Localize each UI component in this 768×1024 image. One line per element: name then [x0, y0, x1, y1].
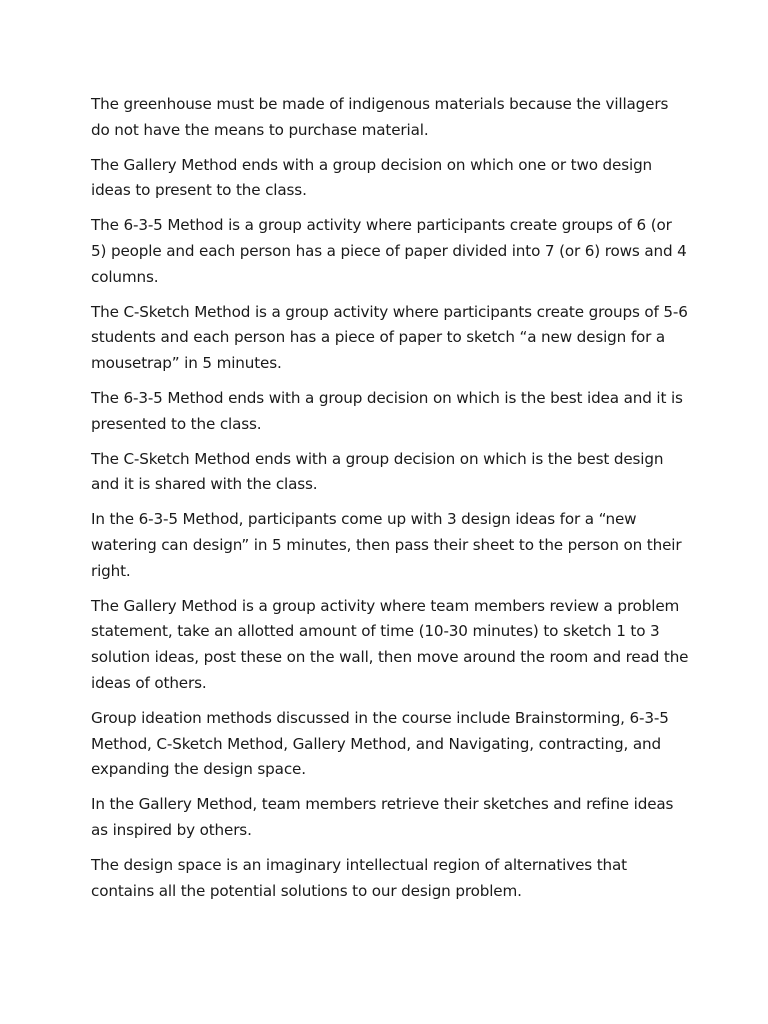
paragraph: The 6-3-5 Method ends with a group decision on which is the best idea and it is presented to the class. — [91, 388, 683, 433]
paragraph: The Gallery Method ends with a group decision on which one or two design ideas to present to the class. — [91, 155, 653, 200]
paragraph: The Gallery Method is a group activity where team members review a problem statement, take an allotted amount of time (10-30 minutes) to sketch 1 to 3 solution ideas, post these on the wall, then move around the room and read the ideas of others. — [91, 596, 689, 692]
document-body — [91, 92, 691, 913]
paragraph: The C-Sketch Method ends with a group decision on which is the best design and it is shared with the class. — [91, 449, 664, 494]
paragraph: Group ideation methods discussed in the course include Brainstorming, 6-3-5 Method, C-Sketch Method, Gallery Method, and Navigating, contracting, and expanding the design space. — [91, 708, 669, 779]
paragraph: In the 6-3-5 Method, participants come up with 3 design ideas for a “new watering can design” in 5 minutes, then pass their sheet to the person on their right. — [91, 510, 682, 580]
paragraph: The 6-3-5 Method is a group activity where participants create groups of 6 (or 5) people and each person has a piece of paper divided into 7 (or 6) rows and 4 columns. — [91, 216, 687, 286]
paragraph: The C-Sketch Method is a group activity where participants create groups of 5-6 students and each person has a piece of paper to sketch “a new design for a mousetrap” in 5 minutes. — [91, 302, 688, 373]
paragraph: In the Gallery Method, team members retrieve their sketches and refine ideas as inspired by others. — [91, 795, 674, 839]
paragraph: The design space is an imaginary intellectual region of alternatives that contains all the potential solutions to our design problem. — [91, 855, 627, 900]
paragraph: The greenhouse must be made of indigenous materials because the villagers do not have the means to purchase material. — [91, 95, 669, 139]
